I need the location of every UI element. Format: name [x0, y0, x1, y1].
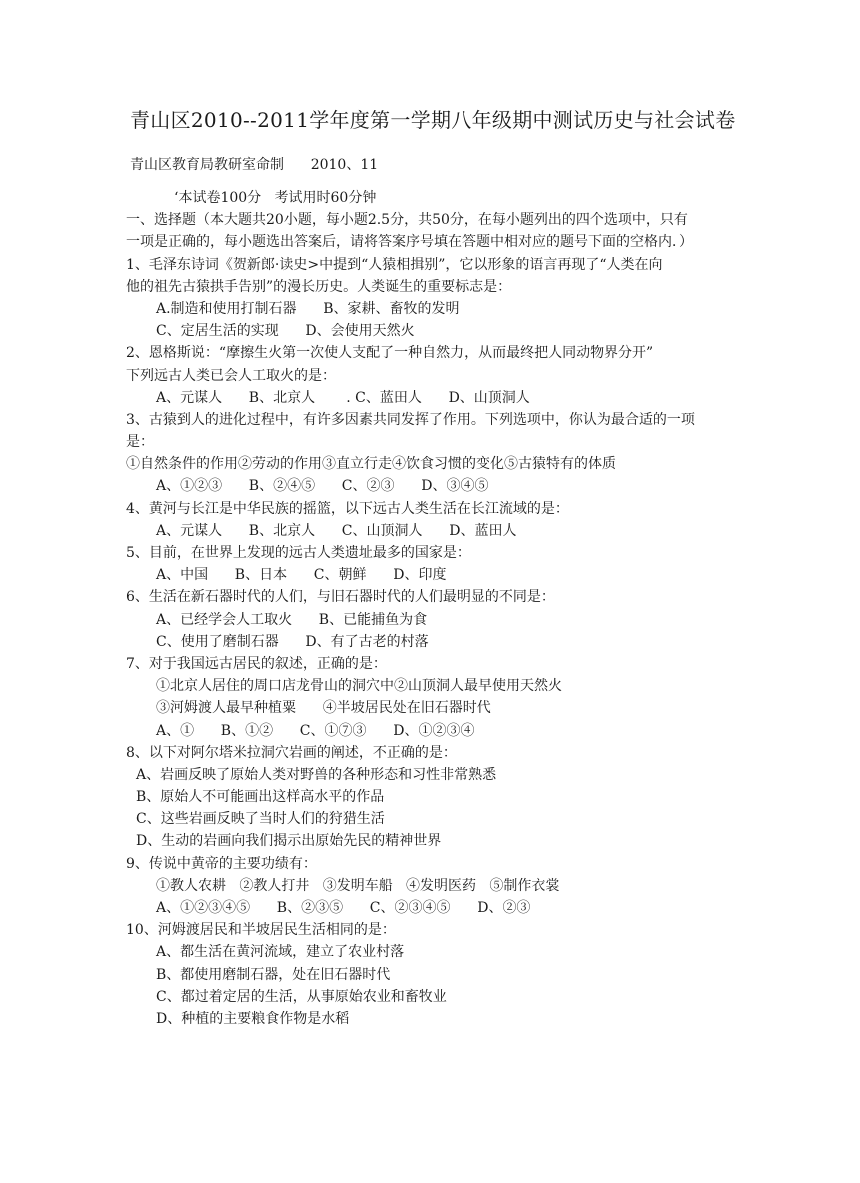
- answer-options: A、元谋人 B、北京人 . C、蓝田人 D、山顶洞人: [156, 389, 530, 406]
- question-stem: 9、传说中黄帝的主要功绩有：: [126, 855, 317, 872]
- answer-options: A、①②③ B、②④⑤ C、②③ D、③④⑤: [156, 478, 489, 495]
- answer-options: A、① B、①② C、①⑦③ D、①②③④: [156, 722, 475, 739]
- answer-options: A、岩画反映了原始人类对野兽的各种形态和习性非常熟悉: [136, 766, 497, 783]
- question-stem: 10、河姆渡居民和半坡居民生活相同的是：: [126, 922, 396, 939]
- answer-options: A、都生活在黄河流域，建立了农业村落: [156, 944, 405, 961]
- question-stem: 他的祖先古猿拱手告别”的漫长历史。人类诞生的重要标志是：: [126, 278, 512, 295]
- answer-options: A.制造和使用打制石器 B、家耕、畜牧的发明: [156, 300, 460, 317]
- answer-options: B、原始人不可能画出这样高水平的作品: [136, 789, 385, 806]
- question-stem: 7、对于我国远古居民的叙述，正确的是：: [126, 655, 387, 672]
- question-stem: 2、恩格斯说：“摩擦生火第一次使人支配了一种自然力，从而最终把人同动物界分开”: [126, 345, 654, 362]
- section-instruction: 一、选择题（本大题共20小题，每小题2.5分，共50分，在每小题列出的四个选项中，只有: [126, 212, 688, 229]
- answer-options: ③河姆渡人最早种植粟 ④半坡居民处在旧石器时代: [156, 700, 491, 717]
- answer-options: A、已经学会人工取火 B、已能捕鱼为食: [156, 611, 428, 628]
- exam-note: ‘本试卷100分 考试用时60分钟: [174, 190, 377, 206]
- answer-options: A、中国 B、日本 C、朝鲜 D、印度: [156, 567, 447, 584]
- answer-options: B、都使用磨制石器，处在旧石器时代: [156, 966, 391, 983]
- section-instruction: 一项是正确的，每小题选出答案后，请将答案序号填在答题中相对应的题号下面的空格内．）: [126, 234, 693, 251]
- answer-options: D、种植的主要粮食作物是水稻: [156, 1010, 350, 1027]
- answer-options: A、元谋人 B、北京人 C、山顶洞人 D、蓝田人: [156, 522, 517, 539]
- question-stem: 下列远古人类已会人工取火的是：: [126, 367, 336, 384]
- exam-body: [126, 187, 736, 1030]
- question-stem: 是：: [126, 434, 154, 451]
- page-title: 青山区2010--2011学年度第一学期八年级期中测试历史与社会试卷: [130, 108, 736, 132]
- answer-options: C、都过着定居的生活，从事原始农业和畜牧业: [156, 988, 447, 1005]
- answer-options: A、①②③④⑤ B、②③⑤ C、②③④⑤ D、②③: [156, 900, 531, 916]
- answer-options: ①教人农耕 ②教人打井 ③发明车船 ④发明医药 ⑤制作衣裳: [156, 877, 560, 894]
- answer-options: ①北京人居住的周口店龙骨山的洞穴中②山顶洞人最早使用天然火: [156, 678, 562, 695]
- answer-options: D、生动的岩画向我们揭示出原始先民的精神世界: [136, 833, 442, 850]
- question-stem: 6、生活在新石器时代的人们，与旧石器时代的人们最明显的不同是：: [126, 589, 555, 606]
- answer-options: C、使用了磨制石器 D、有了古老的村落: [156, 633, 429, 650]
- question-stem: 1、毛泽东诗词《贺新郎·读史>中提到“人猿相揖别”，它以形象的语言再现了“人类在向: [126, 256, 663, 273]
- issuer-line: 青山区教育局教研室命制 2010、11: [130, 157, 379, 173]
- question-stem: 4、黄河与长江是中华民族的摇篮，以下远古人类生活在长江流域的是：: [126, 500, 569, 517]
- question-stem: 8、以下对阿尔塔米拉洞穴岩画的阐述，不正确的是：: [126, 744, 457, 761]
- question-stem: 3、古猿到人的进化过程中，有许多因素共同发挥了作用。下列选项中，你认为最合适的一项: [126, 411, 695, 428]
- question-stem: 5、目前，在世界上发现的远古人类遗址最多的国家是：: [126, 545, 471, 561]
- answer-options: C、定居生活的实现 D、会使用天然火: [156, 323, 415, 340]
- answer-options: C、这些岩画反映了当时人们的狩猎生活: [136, 811, 385, 828]
- question-stem: ①自然条件的作用②劳动的作用③直立行走④饮食习惯的变化⑤古猿特有的体质: [126, 456, 616, 473]
